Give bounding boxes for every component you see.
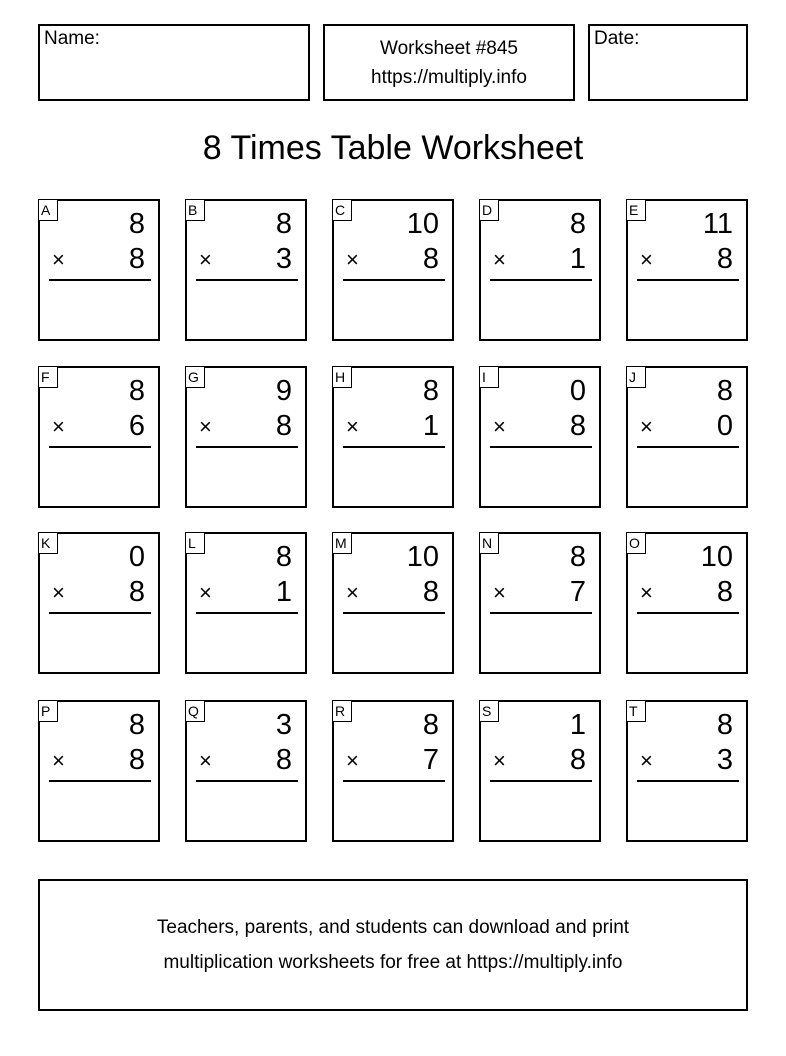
multiplicand: 10 xyxy=(700,541,733,573)
problem-letter: D xyxy=(479,199,499,221)
multiplier: 1 xyxy=(275,576,292,608)
answer-line xyxy=(490,446,592,448)
problem-letter: S xyxy=(479,700,499,722)
problem-card-q[interactable] xyxy=(185,700,307,842)
multiply-sign: × xyxy=(640,580,653,605)
worksheet-url: https://multiply.info xyxy=(371,66,527,88)
multiplier: 1 xyxy=(422,410,439,442)
problem-card-p[interactable] xyxy=(38,700,160,842)
worksheet-number: Worksheet #845 xyxy=(379,37,518,59)
multiply-sign: × xyxy=(493,580,506,605)
answer-line xyxy=(637,780,739,782)
problem-card-l[interactable] xyxy=(185,532,307,674)
problem-card-d[interactable] xyxy=(479,199,601,341)
problem-letter: R xyxy=(332,700,352,722)
problem-letter: A xyxy=(38,199,58,221)
multiplier: 8 xyxy=(128,744,145,776)
multiplier: 8 xyxy=(716,243,733,275)
multiplier: 3 xyxy=(716,744,733,776)
problem-card-t[interactable] xyxy=(626,700,748,842)
problem-letter: G xyxy=(185,366,205,388)
problem-letter: E xyxy=(626,199,646,221)
multiplier: 8 xyxy=(716,576,733,608)
worksheet-info-box xyxy=(323,24,575,101)
footer-line-2: multiplication worksheets for free at https://multiply.info xyxy=(163,952,623,973)
multiply-sign: × xyxy=(346,748,359,773)
problem-letter: O xyxy=(626,532,646,554)
multiply-sign: × xyxy=(493,247,506,272)
multiplier: 8 xyxy=(422,576,439,608)
multiply-sign: × xyxy=(52,748,65,773)
problem-letter: N xyxy=(479,532,499,554)
multiplicand: 0 xyxy=(128,541,145,573)
page-title: 8 Times Table Worksheet xyxy=(202,129,584,167)
problem-letter: K xyxy=(38,532,58,554)
answer-line xyxy=(196,612,298,614)
answer-line xyxy=(490,279,592,281)
multiplicand: 8 xyxy=(275,541,292,573)
multiplicand: 0 xyxy=(569,375,586,407)
problem-letter: I xyxy=(479,366,499,388)
answer-line xyxy=(490,612,592,614)
multiplier: 8 xyxy=(275,410,292,442)
problem-card-f[interactable] xyxy=(38,366,160,508)
multiplier: 8 xyxy=(569,744,586,776)
multiplicand: 8 xyxy=(422,375,439,407)
multiply-sign: × xyxy=(346,247,359,272)
multiply-sign: × xyxy=(346,414,359,439)
problem-letter: L xyxy=(185,532,205,554)
problem-letter: T xyxy=(626,700,646,722)
problem-letter: C xyxy=(332,199,352,221)
multiplier: 7 xyxy=(422,744,439,776)
multiply-sign: × xyxy=(199,414,212,439)
problem-letter: H xyxy=(332,366,352,388)
multiply-sign: × xyxy=(346,580,359,605)
problem-card-b[interactable] xyxy=(185,199,307,341)
problem-card-o[interactable] xyxy=(626,532,748,674)
problem-card-i[interactable] xyxy=(479,366,601,508)
answer-line xyxy=(490,780,592,782)
problem-card-g[interactable] xyxy=(185,366,307,508)
answer-line xyxy=(343,780,445,782)
answer-line xyxy=(49,612,151,614)
multiplier: 3 xyxy=(275,243,292,275)
problem-card-h[interactable] xyxy=(332,366,454,508)
problem-letter: P xyxy=(38,700,58,722)
problem-card-a[interactable] xyxy=(38,199,160,341)
multiply-sign: × xyxy=(493,748,506,773)
multiplicand: 8 xyxy=(569,541,586,573)
answer-line xyxy=(49,279,151,281)
name-label: Name: xyxy=(44,28,100,49)
answer-line xyxy=(343,612,445,614)
multiplicand: 1 xyxy=(569,709,586,741)
answer-line xyxy=(49,780,151,782)
problem-letter: F xyxy=(38,366,58,388)
multiplicand: 3 xyxy=(275,709,292,741)
multiplicand: 8 xyxy=(716,375,733,407)
answer-line xyxy=(196,279,298,281)
multiply-sign: × xyxy=(493,414,506,439)
multiply-sign: × xyxy=(640,247,653,272)
multiplicand: 8 xyxy=(128,208,145,240)
name-field[interactable] xyxy=(38,24,310,101)
multiply-sign: × xyxy=(52,247,65,272)
multiplier: 0 xyxy=(716,410,733,442)
answer-line xyxy=(196,780,298,782)
multiplicand: 11 xyxy=(702,208,733,240)
answer-line xyxy=(637,612,739,614)
multiplier: 8 xyxy=(128,576,145,608)
answer-line xyxy=(49,446,151,448)
multiplicand: 8 xyxy=(569,208,586,240)
multiplicand: 8 xyxy=(422,709,439,741)
footer-line-1: Teachers, parents, and students can download and print xyxy=(156,917,630,938)
multiplicand: 8 xyxy=(275,208,292,240)
footer-note xyxy=(38,879,748,1011)
multiply-sign: × xyxy=(640,748,653,773)
multiplicand: 8 xyxy=(128,375,145,407)
multiply-sign: × xyxy=(199,247,212,272)
answer-line xyxy=(343,446,445,448)
answer-line xyxy=(637,446,739,448)
multiply-sign: × xyxy=(52,414,65,439)
multiplier: 7 xyxy=(569,576,586,608)
problem-card-n[interactable] xyxy=(479,532,601,674)
problem-card-c[interactable] xyxy=(332,199,454,341)
multiplier: 8 xyxy=(569,410,586,442)
problem-letter: Q xyxy=(185,700,205,722)
multiplicand: 8 xyxy=(716,709,733,741)
multiply-sign: × xyxy=(640,414,653,439)
multiplicand: 10 xyxy=(406,541,439,573)
multiplier: 6 xyxy=(128,410,145,442)
problem-card-m[interactable] xyxy=(332,532,454,674)
multiplicand: 8 xyxy=(128,709,145,741)
date-field[interactable] xyxy=(588,24,748,101)
problem-card-e[interactable] xyxy=(626,199,748,341)
answer-line xyxy=(343,279,445,281)
multiply-sign: × xyxy=(52,580,65,605)
problem-card-s[interactable] xyxy=(479,700,601,842)
multiplier: 1 xyxy=(569,243,586,275)
multiply-sign: × xyxy=(199,748,212,773)
multiplier: 8 xyxy=(128,243,145,275)
problem-card-r[interactable] xyxy=(332,700,454,842)
answer-line xyxy=(196,446,298,448)
multiplier: 8 xyxy=(422,243,439,275)
date-label: Date: xyxy=(594,28,640,49)
answer-line xyxy=(637,279,739,281)
multiplicand: 9 xyxy=(275,375,292,407)
multiplicand: 10 xyxy=(406,208,439,240)
problem-letter: J xyxy=(626,366,646,388)
problem-card-j[interactable] xyxy=(626,366,748,508)
multiply-sign: × xyxy=(199,580,212,605)
multiplier: 8 xyxy=(275,744,292,776)
problem-letter: M xyxy=(332,532,352,554)
problem-card-k[interactable] xyxy=(38,532,160,674)
problem-letter: B xyxy=(185,199,205,221)
